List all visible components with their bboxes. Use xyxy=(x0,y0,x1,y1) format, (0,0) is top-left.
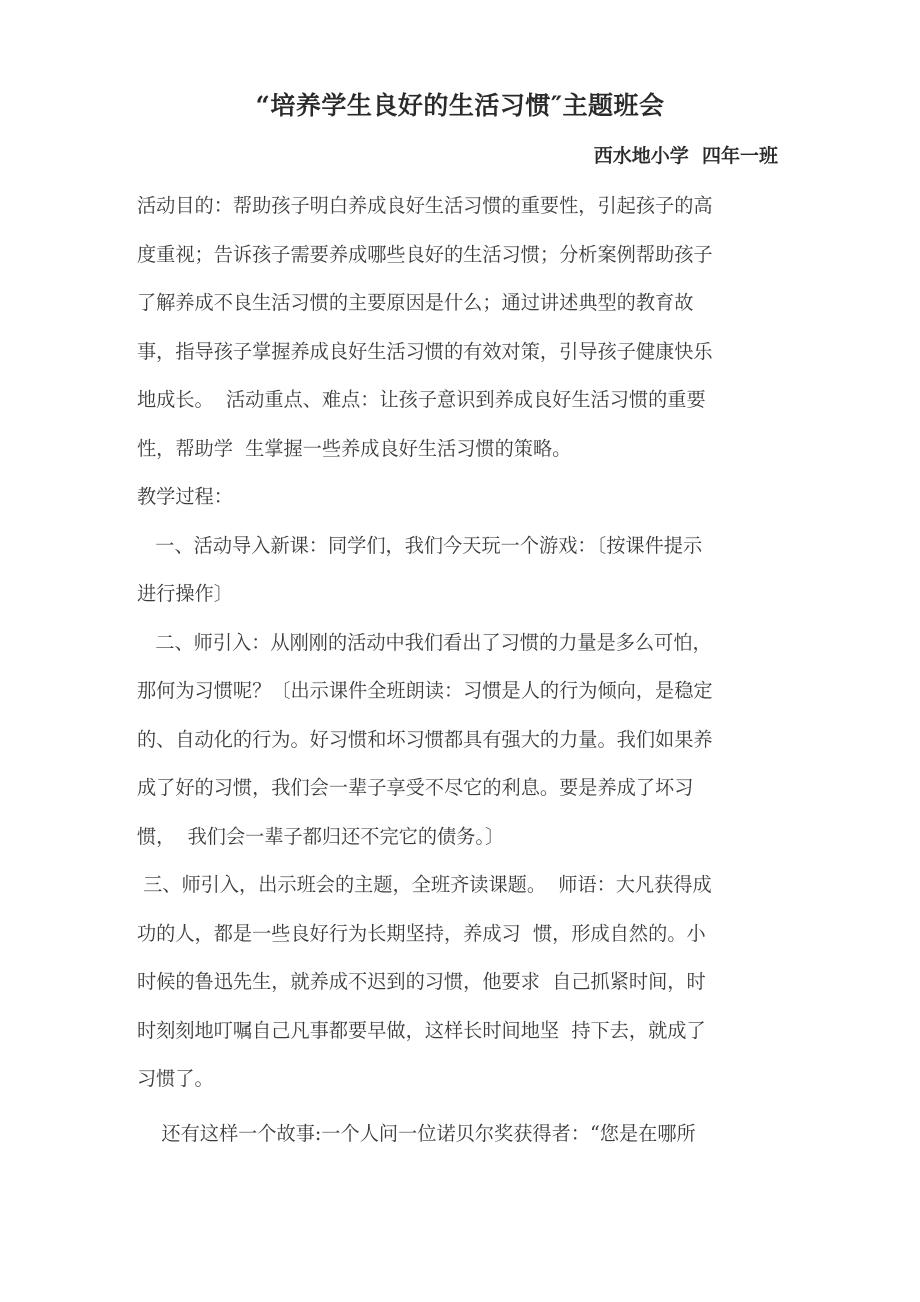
body-line: 事，指导孩子掌握养成良好生活习惯的有效对策，引导孩子健康快乐 xyxy=(137,339,713,363)
body-line: 一、活动导入新课：同学们，我们今天玩一个游戏：〔按课件提示 xyxy=(137,533,703,557)
body-line: 时刻刻地叮嘱自己凡事都要早做，这样长时间地坚 持下去，就成了 xyxy=(137,1018,706,1042)
body-line: 的、自动化的行为。好习惯和坏习惯都具有强大的力量。我们如果养 xyxy=(137,727,713,751)
document-subtitle: 西水地小学 四年一班 xyxy=(593,145,778,167)
document-body xyxy=(137,182,787,1158)
body-line: 了解养成不良生活习惯的主要原因是什么；通过讲述典型的教育故 xyxy=(137,291,694,314)
body-line: 成了好的习惯，我们会一辈子享受不尽它的利息。要是养成了坏习 xyxy=(137,776,694,799)
body-line: 地成长。 活动重点、难点：让孩子意识到养成良好生活习惯的重要 xyxy=(137,388,706,411)
body-line: 还有这样一个故事:一个人问一位诺贝尔奖获得者：“您是在哪所 xyxy=(137,1121,696,1145)
body-line: 活动目的：帮助孩子明白养成良好生活习惯的重要性，引起孩子的高 xyxy=(137,194,713,217)
body-line: 进行操作〕 xyxy=(137,582,233,605)
section-heading: 教学过程： xyxy=(137,485,233,508)
body-line: 性，帮助学 生掌握一些养成良好生活习惯的策略。 xyxy=(137,436,572,460)
body-line: 那何为习惯呢？〔出示课件全班朗读：习惯是人的行为倾向，是稳定 xyxy=(137,679,713,702)
body-line: 惯， 我们会一辈子都归还不完它的债务。〕 xyxy=(137,824,505,848)
body-line: 习惯了。 xyxy=(137,1067,214,1090)
body-line: 功的人，都是一些良好行为长期坚持，养成习 惯，形成自然的。小 xyxy=(137,921,706,945)
body-line: 二、师引入：从刚刚的活动中我们看出了习惯的力量是多么可怕， xyxy=(137,630,712,654)
body-line: 时候的鲁迅先生，就养成不迟到的习惯，他要求 自己抓紧时间，时 xyxy=(137,970,706,993)
body-line: 三、师引入，出示班会的主题，全班齐读课题。 师语：大凡获得成 xyxy=(137,873,712,896)
document-title: “培养学生良好的生活习惯″主题班会 xyxy=(255,91,665,120)
body-line: 度重视；告诉孩子需要养成哪些良好的生活习惯；分析案例帮助孩子 xyxy=(137,242,713,266)
